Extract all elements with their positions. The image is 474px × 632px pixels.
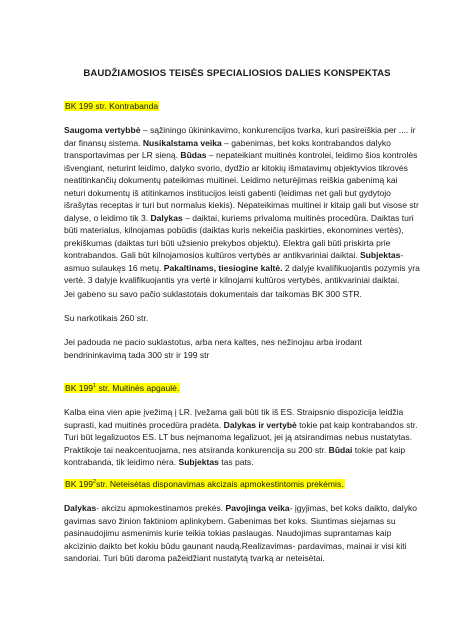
section-body-199: Saugoma vertybbė – sąžiningo ūkininkavimo, konkurencijos tvarka, kuri pasireiškia per .... ir dar finansų sistema. Nusikalstama veika – gabenimas, bet koks kontrabandos dalyko transportavimas per LR sieną. Būdas – nepateikiant muitinės kontrolei, leidimo šios kontrolės išvengiant, neturint leidimo, dalyko svorio, dydžio ar kitokių išmatavimų objektyvios tikrovės neatitinkančių dokumentų pateikimas muitinei. Leidimo neturėjimas reiškia gabenimą kai neturi dokumentų iš atitinkamos institucijos leisti gabenti (leidimas net gali but gydytojo išrašytas receptas ir turi but normalus kiekis). Nepateikimas muitinei ir kitaip gali but visose str dalyse, o leidimo tik 3. Dalykas – daiktai, kuriems privaloma muitinės procedūra. Daiktas turi būti materialus, kilnojamas pobūdis (daiktas kuris nekeičia paskirties, ekonomines vertės), prekiškumas (daiktas turi būti užsienio prekybos objektu). Elektra gali būti priskirta prie kontrabandos. Gali būt kilnojamosios kultūros vertybės ar antikvariniai daiktai. Subjektas- asmuo sulaukęs 16 metų. Pakaltinams, tiesiogine kaltė. 2 dalyje kvalifikuojantis pozymis yra vertė. 3 dalyje kvalifikuojantis yra vertė ir kilnojami kultūros vertybės, antikvariniai daiktai. (64, 125, 420, 285)
bold-term: Dalykas (64, 503, 97, 513)
section-body-199-1: Kalba eina vien apie įvežimą į LR. Įvežama gali būti tik iš ES. Straipsnio dispozicija leidžia suprasti, kad muitinės procedūra pradėta. Dalykas ir vertybė tokie pat kaip kontrabandos str. Turi būt legalizuotos ES. LT bus neįmanoma legalizuot, jei ją atsirandimas nebus nustatytas. Praktikoje tai neakcentuojama, nes atsiranda konkurencija su 200 str. Būdai tokie pat kaip kontrabanda, tik leidimo nėra. Subjektas tas pats. (64, 407, 418, 467)
bold-term: Dalykas ir vertybė (223, 419, 297, 430)
bold-term: Pakaltinams, tiesiogine kaltė. (163, 262, 283, 273)
section-heading-199 (64, 100, 420, 113)
note-260-str: Su narkotikais 260 str. (64, 313, 149, 323)
bold-term: Subjektas (178, 457, 219, 467)
note-falsified-documents: Jei padouda ne pacio suklastotus, arba nera kaltes, nes nežinojau arba irodant bendrininkavimą tada 300 str ir 199 str (64, 337, 362, 360)
bold-term: Būdas (180, 150, 207, 160)
note-300-str: Jei gabeno su savo pačio suklastotais dokumentais dar taikomas BK 300 STR. (64, 289, 362, 299)
section-heading-199-1 (64, 382, 420, 395)
bold-term: Saugoma vertybbė (64, 125, 141, 135)
highlighted-heading: BK $199^1$ str. Muitinės apgaulė. (65, 383, 180, 393)
document-title: BAUDŽIAMOSIOS TEISĖS SPECIALIOSIOS DALIES KONSPEKTAS (83, 68, 391, 79)
section-heading-199-2 (64, 478, 420, 491)
bold-term: Pavojinga veika (225, 503, 290, 513)
bold-term: Dalykas (150, 212, 183, 223)
bold-term: Nusikalstama veika (142, 137, 222, 148)
bold-term: Subjektas (359, 250, 401, 260)
bold-term: Būdai (328, 444, 353, 455)
section-body-199-2: Dalykas- akcizu apmokestinamos prekės. Pavojinga veika- įgyjimas, bet koks daikto, dalyko gavimas savo žinion faktiniom aplinkybem. Gabenimas bet koks. Siuntimas siejamas su pasinaudojimu asmenimis kurie teikia tokias paslaugas. Naudojimas suprantamas kaip akcizinio daikto bet kokiu būdu gaunant naudą.Realizavimas- pardavimas, mainai ir visi kiti sandoriai. Turi būti daroma pažeidžiant nustatytą tvarką ar neteisėtai. (64, 503, 417, 563)
highlighted-heading: BK $199^2str$. Neteisėtas disponavimas akcizais apmokestintomis prekėmis. (65, 479, 344, 489)
highlighted-heading: BK 199 str. Kontrabanda (65, 101, 159, 111)
